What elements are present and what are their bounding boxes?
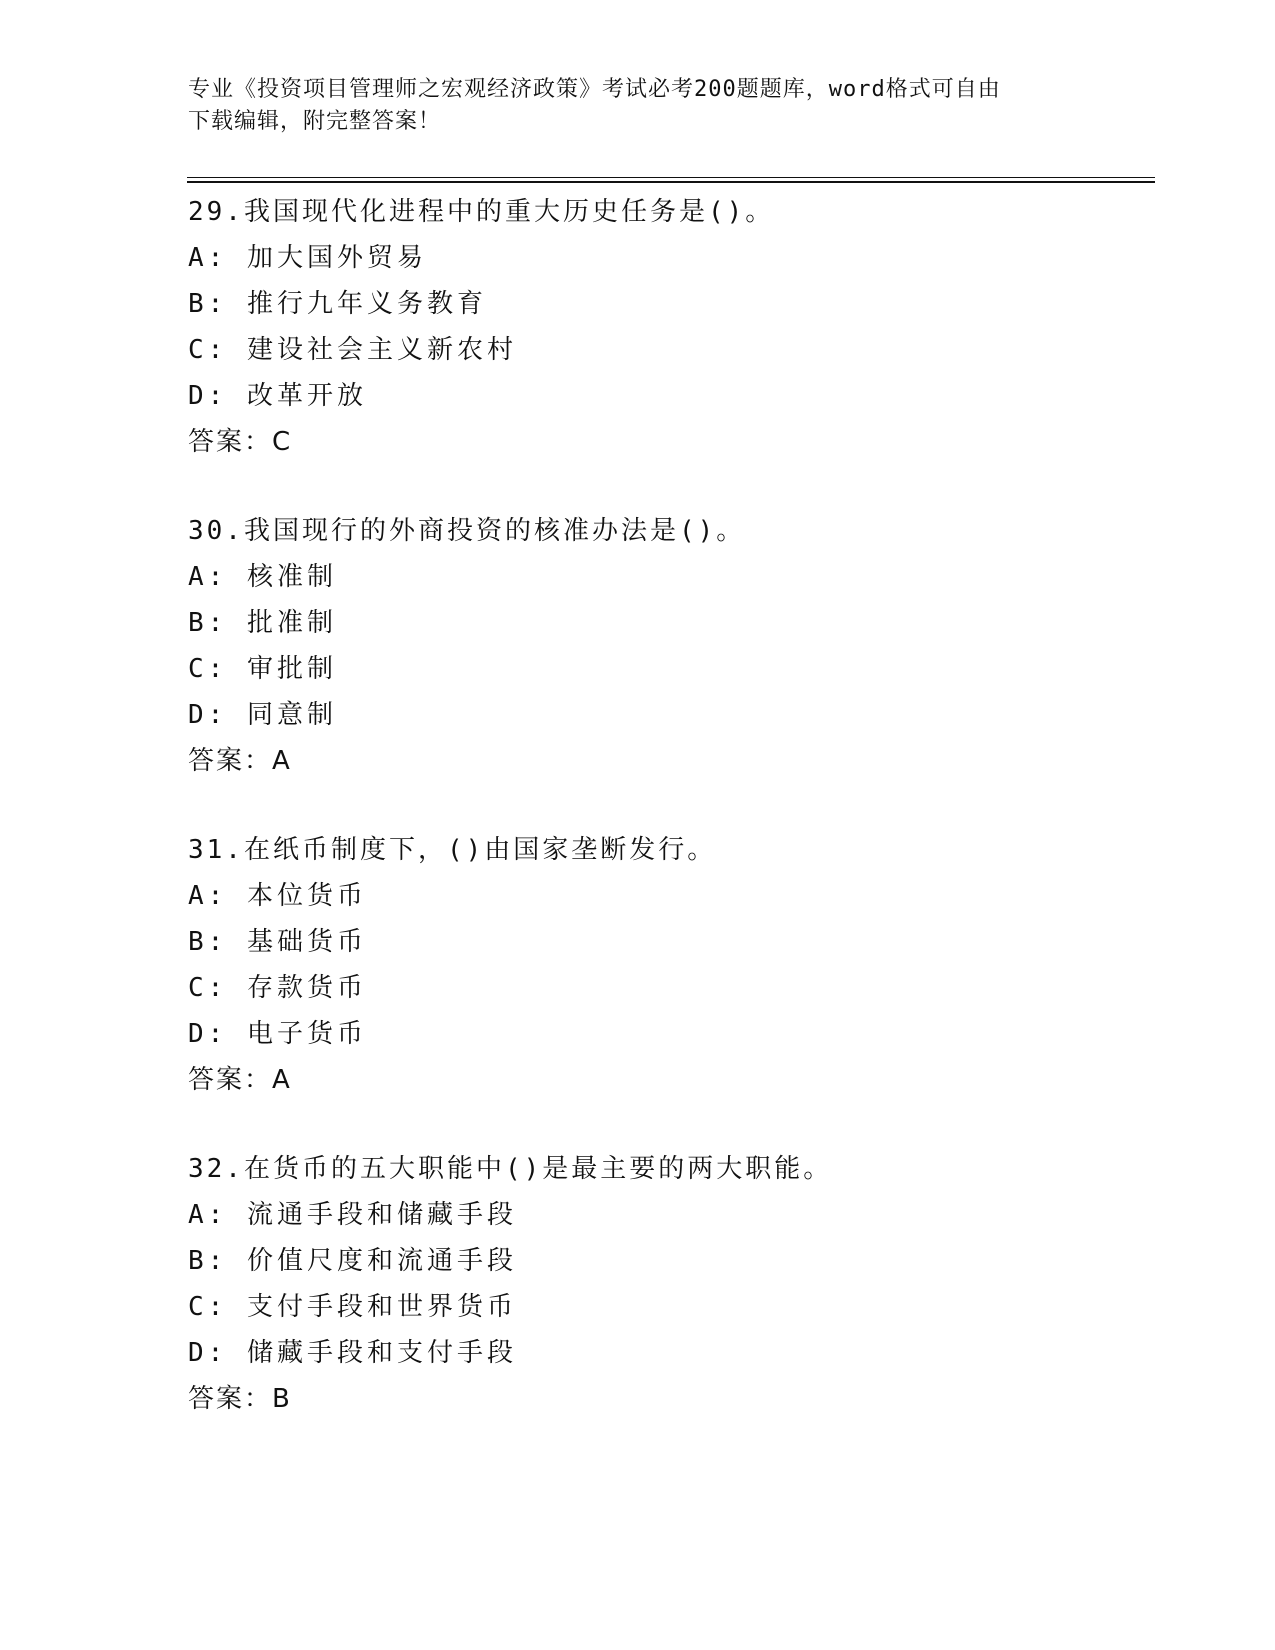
option-b: B: 基础货币 xyxy=(188,927,367,957)
option-c: C: 存款货币 xyxy=(188,973,367,1003)
header-line-1: 专业《投资项目管理师之宏观经济政策》考试必考200题题库，word格式可自由 xyxy=(188,77,1001,102)
option-a: A: 核准制 xyxy=(188,562,337,592)
question-stem: 31.在纸币制度下，()由国家垄断发行。 xyxy=(188,835,717,865)
option-a: A: 加大国外贸易 xyxy=(188,243,427,273)
option-a: A: 流通手段和储藏手段 xyxy=(188,1200,517,1230)
option-c: C: 建设社会主义新农村 xyxy=(188,335,517,365)
option-c: C: 支付手段和世界货币 xyxy=(188,1292,517,1322)
option-d: D: 同意制 xyxy=(188,700,337,730)
question-32 xyxy=(188,1146,1148,1422)
option-b: B: 推行九年义务教育 xyxy=(188,289,487,319)
question-stem: 32.在货币的五大职能中()是最主要的两大职能。 xyxy=(188,1154,833,1184)
answer-line: 答案：B xyxy=(188,1384,292,1414)
answer-line: 答案：C xyxy=(188,427,293,457)
header-divider-top xyxy=(187,177,1155,178)
header-divider-bottom xyxy=(187,181,1155,183)
option-c: C: 审批制 xyxy=(188,654,337,684)
option-b: B: 价值尺度和流通手段 xyxy=(188,1246,517,1276)
option-d: D: 改革开放 xyxy=(188,381,367,411)
answer-line: 答案：A xyxy=(188,746,292,776)
question-stem: 30.我国现行的外商投资的核准办法是()。 xyxy=(188,516,746,546)
answer-line: 答案：A xyxy=(188,1065,292,1095)
option-d: D: 电子货币 xyxy=(188,1019,367,1049)
question-31 xyxy=(188,827,1148,1103)
option-d: D: 储藏手段和支付手段 xyxy=(188,1338,517,1368)
question-30 xyxy=(188,508,1148,784)
option-b: B: 批准制 xyxy=(188,608,337,638)
question-29 xyxy=(188,189,1148,465)
header-line-2: 下载编辑，附完整答案！ xyxy=(188,109,442,134)
option-a: A: 本位货币 xyxy=(188,881,367,911)
question-stem: 29.我国现代化进程中的重大历史任务是()。 xyxy=(188,197,775,227)
document-header xyxy=(188,74,1068,138)
